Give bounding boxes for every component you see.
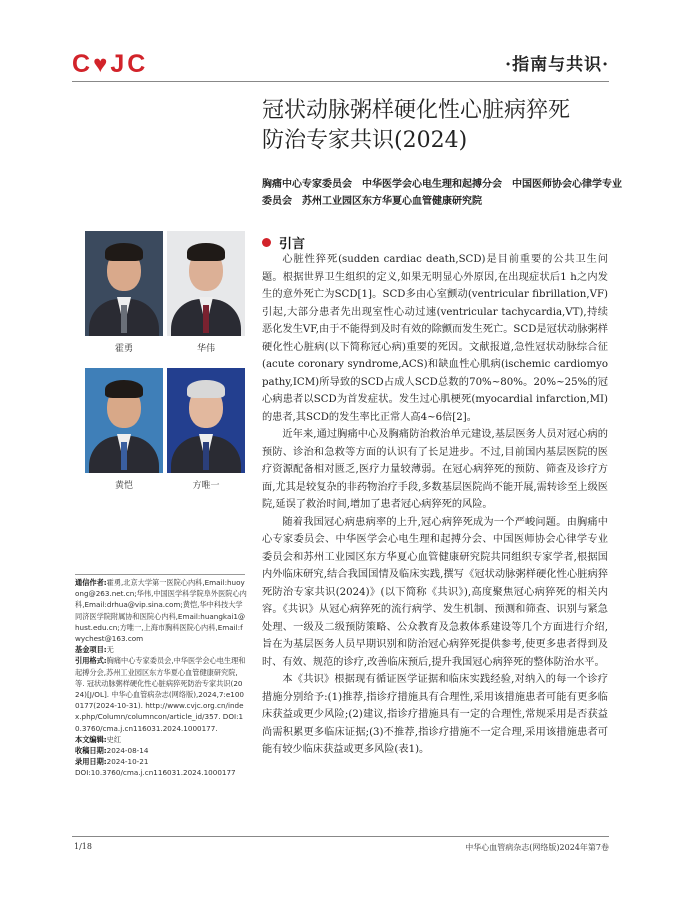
author-portrait bbox=[167, 368, 245, 473]
header-divider bbox=[72, 81, 609, 82]
article-info bbox=[75, 577, 247, 779]
section-heading-text: 引言 bbox=[279, 237, 306, 252]
logo-letter-c2: C bbox=[127, 50, 147, 78]
accepted-date: 录用日期:2024-10-21 bbox=[75, 757, 149, 767]
title-line-2: 防治专家共识(2024) bbox=[262, 128, 468, 153]
article-body bbox=[262, 251, 608, 759]
journal-footer: 中华心血管病杂志(网络版)2024年第7卷 bbox=[465, 843, 609, 852]
editor: 本文编辑:史红 bbox=[75, 734, 122, 744]
author-name: 方唯一 bbox=[192, 481, 220, 491]
author-photo-card bbox=[85, 231, 163, 353]
author-portrait bbox=[167, 231, 245, 336]
author-name: 华伟 bbox=[196, 344, 215, 354]
author-name: 黄恺 bbox=[114, 481, 133, 491]
author-portrait bbox=[85, 231, 163, 336]
bullet-icon bbox=[262, 238, 271, 247]
logo-letter-c: C bbox=[72, 50, 92, 78]
journal-logo bbox=[72, 50, 146, 79]
correspondence: 通信作者:霍勇,北京大学第一医院心内科,Email:huoyong@263.net.cn;华伟,中国医学科学院阜外医院心内科,Email:drhua@vip.sina.com;黄恺,华中科技大学同济医学院附属协和医院心内科,Email:huangkai1@hust.edu.cn;方唯一,上海市胸科医院心内科,Email:fwychest@163.com bbox=[75, 578, 247, 644]
author-groups: 胸痛中心专家委员会 中华医学会心电生理和起搏分会 中国医师协会心律学专业委员会 苏州工业园区东方华夏心血管健康研究院 bbox=[262, 179, 622, 207]
section-tag: ·指南与共识· bbox=[505, 55, 609, 75]
info-divider bbox=[75, 574, 245, 575]
paragraph: 本《共识》根据现有循证医学证据和临床实践经验,对纳入的每一个诊疗措施分别给予:(1)推荐,指诊疗措施具有合理性,采用该措施患者可能有更多临床获益或更少风险;(2)建议,指诊疗措施具有一定的合理性,常规采用是否获益尚需积累更多临床证据;(3)不推荐,指诊疗措施不一定合理,采用该措施患者可能有较少临床获益或更多风险(表1)。 bbox=[262, 674, 608, 755]
received-date: 收稿日期:2024-08-14 bbox=[75, 746, 149, 756]
author-portrait bbox=[85, 368, 163, 473]
heart-icon: ♥ bbox=[93, 50, 109, 78]
funding: 基金项目:无 bbox=[75, 645, 114, 655]
paragraph: 心脏性猝死(sudden cardiac death,SCD)是目前重要的公共卫生问题。根据世界卫生组织的定义,如果无明显心外原因,在出现症状后1 h之内发生的意外死亡为SCD[1]。SCD多由心室颤动(ventricular fibrillation,VF)引起,大部分患者先出现室性心动过速(ventricular tachycardia,VT),持续恶化发生VF,由于不能得到及时有效的除颤而发生死亡。SCD是冠状动脉粥样硬化性心脏病(以下简称冠心病)重要的死因。文献报道,急性冠状动脉综合征(acute coronary syndrome,ACS)和缺血性心肌病(ischemic cardiomyopathy,ICM)所导致的SCD占成人SCD总数的70%~80%。20%~25%的冠心病患者以SCD为首发症状。发生过心肌梗死(myocardial infarction,MI)的患者,其SCD的发生率比正常人高4~6倍[2]。 bbox=[262, 254, 608, 423]
article-title bbox=[262, 96, 632, 156]
title-line-1: 冠状动脉粥样硬化性心脏病猝死 bbox=[262, 98, 571, 123]
logo-letter-j: J bbox=[110, 50, 126, 78]
doi: DOI:10.3760/cma.j.cn116031.2024.1000177 bbox=[75, 768, 236, 778]
page-number: 1/18 bbox=[74, 842, 92, 851]
footer-divider bbox=[72, 836, 609, 837]
author-photo-card bbox=[167, 368, 245, 490]
author-photo-card bbox=[85, 368, 163, 490]
section-heading bbox=[262, 233, 305, 252]
paragraph: 随着我国冠心病患病率的上升,冠心病猝死成为一个严峻问题。由胸痛中心专家委员会、中华医学会心电生理和起搏分会、中国医师协会心律学专业委员会和苏州工业园区东方华夏心血管健康研究院共同组织专家学者,根据国内外临床研究,结合我国国情及临床实践,撰写《冠状动脉粥样硬化性心脏病猝死防治专家共识(2024)》(以下简称《共识》),高度聚焦冠心病猝死的相关内容。《共识》从冠心病猝死的流行病学、发生机制、预测和筛查、识别与紧急处理、一级及二级预防策略、公众教育及急救体系建设等几个方面进行介绍,旨在为基层医务人员早期识别和防治冠心病猝死提供参考,使更多患者得到及时、有效、规范的诊疗,改善临床预后,提升我国冠心病猝死的整体防治水平。 bbox=[262, 516, 608, 668]
paragraph: 近年来,通过胸痛中心及胸痛防治救治单元建设,基层医务人员对冠心病的预防、诊治和急救等方面的认识有了长足进步。不过,目前国内基层医院的医疗资源配备相对匮乏,医疗力量较薄弱。在冠心病猝死的预防、筛查及诊疗方面,尤其是较复杂的非药物治疗手段,多数基层医院尚不能开展,需转诊至上级医院,延误了救治时间,增加了患者冠心病猝死的风险。 bbox=[262, 429, 608, 510]
author-photo-card bbox=[167, 231, 245, 353]
citation: 引用格式:胸痛中心专家委员会,中华医学会心电生理和起搏分会,苏州工业园区东方华夏心血管健康研究院,等. 冠状动脉粥样硬化性心脏病猝死防治专家共识(2024)[J/OL]. 中华心血管病杂志(网络版),2024,7:e1000177(2024-10-31). http://www.cvjc.org.cn/index.php/Column/columncon/article_id/357. DOI:10.3760/cma.j.cn116031.2024.1000177. bbox=[75, 656, 246, 733]
author-name: 霍勇 bbox=[114, 344, 133, 354]
